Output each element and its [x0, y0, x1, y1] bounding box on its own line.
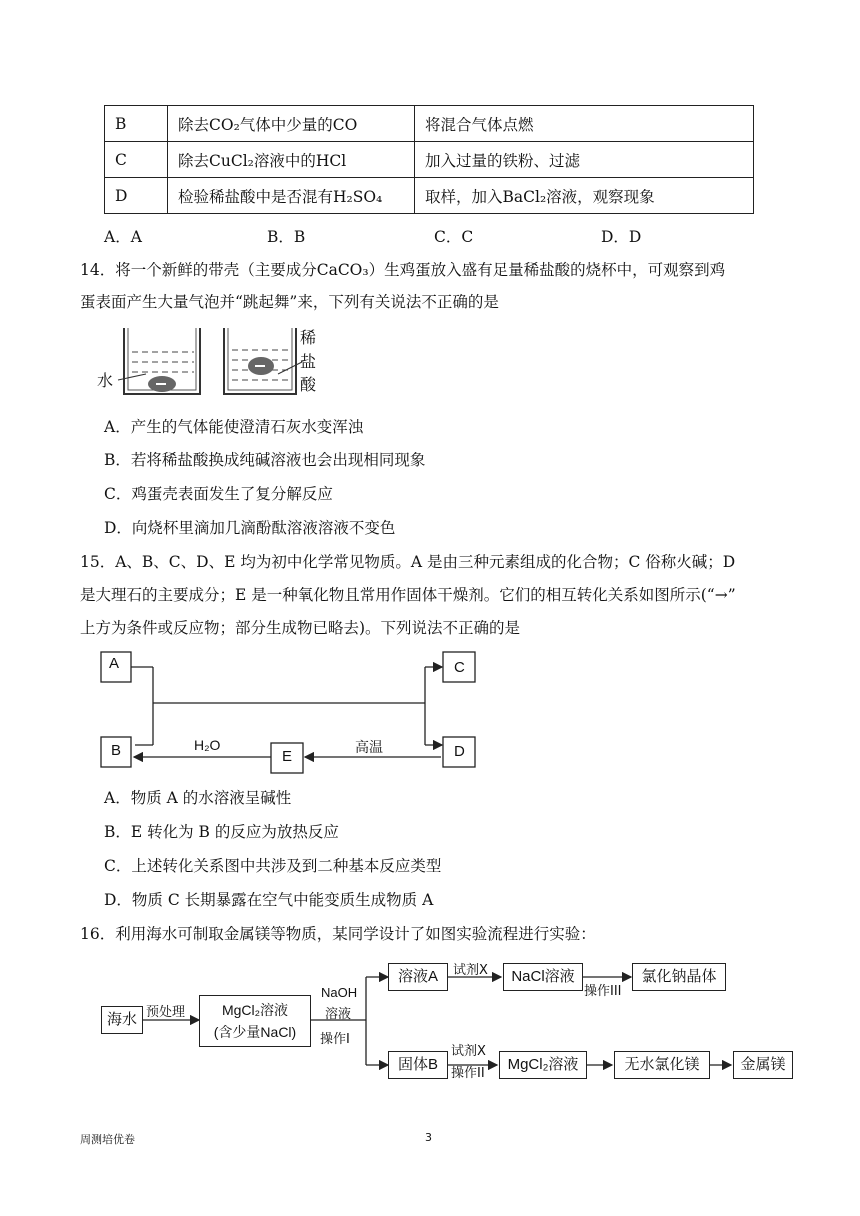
box-solution-a: 溶液A	[388, 963, 448, 991]
q16-stem: 16．利用海水可制取金属镁等物质，某同学设计了如图实验流程进行实验：	[80, 925, 596, 943]
q15-option-c[interactable]: C．上述转化关系图中共涉及到二种基本反应类型	[104, 857, 442, 875]
label-reagent-x-top: 试剂X	[453, 963, 488, 978]
edge-label-h2o: H₂O	[194, 737, 221, 753]
q14-stem-line1: 14．将一个新鲜的带壳（主要成分CaCO₃）生鸡蛋放入盛有足量稀盐酸的烧杯中，可观察到鸡	[80, 261, 726, 279]
label-op3: 操作III	[584, 984, 622, 999]
box-nacl-crystal: 氯化钠晶体	[632, 963, 726, 991]
edge-label-high-temp: 高温	[355, 740, 383, 756]
q13-choice-b[interactable]: B．B	[267, 228, 306, 246]
box-anhydrous-mgcl2: 无水氯化镁	[614, 1051, 710, 1079]
footer-title: 周测培优卷	[80, 1133, 135, 1146]
q15-relation-diagram	[95, 645, 495, 780]
beaker-left	[118, 328, 200, 394]
label-solution: 溶液	[325, 1007, 352, 1022]
node-c: C	[454, 659, 465, 676]
node-b: B	[111, 742, 122, 759]
box-seawater: 海水	[101, 1006, 143, 1034]
box-mgcl2	[199, 995, 311, 1047]
q14-option-d[interactable]: D．向烧杯里滴加几滴酚酞溶液溶液不变色	[104, 519, 396, 537]
table-cell: 除去CO₂气体中少量的CO	[168, 106, 415, 142]
options-table	[104, 105, 754, 214]
q15-option-a[interactable]: A．物质 A 的水溶液呈碱性	[104, 789, 292, 807]
table-cell: 将混合气体点燃	[415, 106, 754, 142]
label-acid-3: 酸	[300, 375, 317, 394]
label-water: 水	[97, 371, 114, 390]
box-nacl-solution: NaCl溶液	[503, 963, 583, 991]
q14-stem-line2: 蛋表面产生大量气泡并“跳起舞”来，下列有关说法不正确的是	[80, 293, 499, 311]
table-row	[105, 106, 754, 142]
table-cell: 加入过量的铁粉、过滤	[415, 142, 754, 178]
label-reagent-x-bottom: 试剂X	[451, 1044, 486, 1059]
node-e: E	[282, 748, 293, 765]
q14-option-a[interactable]: A．产生的气体能使澄清石灰水变浑浊	[104, 418, 364, 436]
q15-option-b[interactable]: B．E 转化为 B 的反应为放热反应	[104, 823, 339, 841]
q15-stem-line1: 15．A、B、C、D、E 均为初中化学常见物质。A 是由三种元素组成的化合物；C 俗称火碱；D	[80, 553, 736, 571]
beaker-right	[224, 328, 302, 394]
table-cell: 取样，加入BaCl₂溶液，观察现象	[415, 178, 754, 214]
node-d: D	[454, 743, 465, 760]
label-acid-2: 盐	[300, 352, 317, 371]
node-a: A	[109, 655, 120, 672]
label-naoh: NaOH	[321, 985, 358, 1000]
q13-choice-d[interactable]: D．D	[601, 228, 642, 246]
table-cell: 检验稀盐酸中是否混有H₂SO₄	[168, 178, 415, 214]
q13-choice-c[interactable]: C．C	[434, 228, 474, 246]
label-acid-1: 稀	[300, 328, 317, 347]
label-op1: 操作I	[320, 1032, 350, 1047]
label-pretreat: 预处理	[146, 1005, 186, 1020]
table-cell: C	[105, 142, 168, 178]
box-mgcl2-line2: (含少量NaCl)	[213, 1024, 297, 1040]
table-row	[105, 142, 754, 178]
q14-option-c[interactable]: C．鸡蛋壳表面发生了复分解反应	[104, 485, 333, 503]
q15-stem-line2: 是大理石的主要成分；E 是一种氧化物且常用作固体干燥剂。它们的相互转化关系如图所示(“→”	[80, 586, 736, 604]
page-number: 3	[425, 1131, 432, 1144]
label-op2: 操作II	[451, 1066, 485, 1081]
table-cell: 除去CuCl₂溶液中的HCl	[168, 142, 415, 178]
box-mgcl2-solution: MgCl₂溶液	[499, 1051, 587, 1079]
table-cell: B	[105, 106, 168, 142]
q14-option-b[interactable]: B．若将稀盐酸换成纯碱溶液也会出现相同现象	[104, 451, 426, 469]
q15-stem-line3: 上方为条件或反应物；部分生成物已略去)。下列说法不正确的是	[80, 619, 521, 637]
table-cell: D	[105, 178, 168, 214]
q13-choice-a[interactable]: A．A	[104, 228, 142, 246]
table-row	[105, 178, 754, 214]
q15-option-d[interactable]: D．物质 C 长期暴露在空气中能变质生成物质 A	[104, 891, 434, 909]
box-solid-b: 固体B	[388, 1051, 448, 1079]
box-mgcl2-line1: MgCl₂溶液	[221, 1002, 289, 1018]
box-metal-mg: 金属镁	[733, 1051, 793, 1079]
